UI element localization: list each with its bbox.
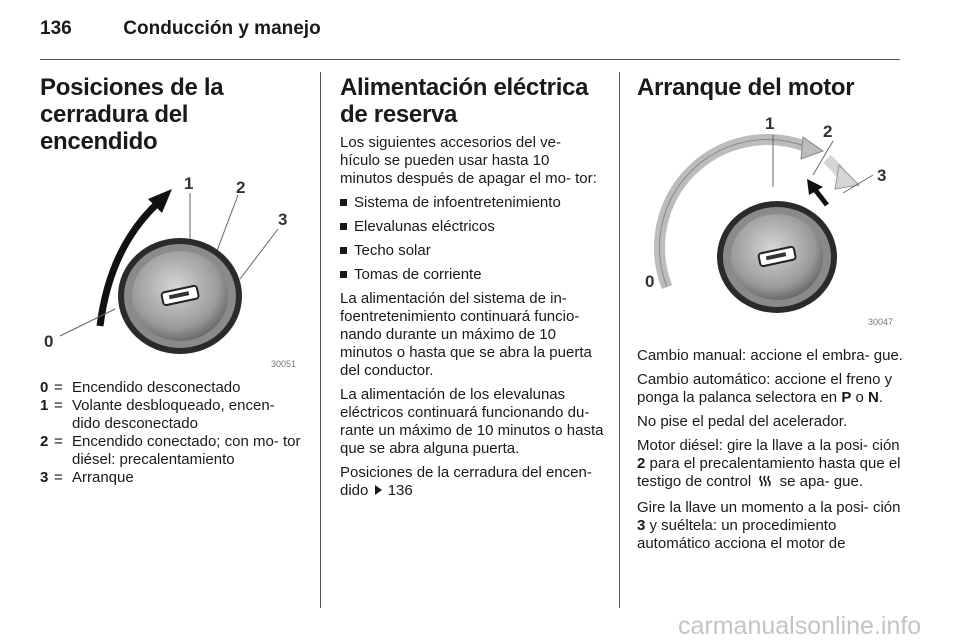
bullet-icon	[340, 223, 347, 230]
heading-ignition-positions: Posiciones de la cerradura del encendido	[40, 74, 224, 155]
ignition-lock-figure	[40, 161, 302, 373]
bullet-icon	[340, 247, 347, 254]
crank-step: Gire la llave un momento a la posi- ción 3 y suéltela: un procedimiento automático acciona el motor de	[637, 499, 901, 552]
position-label-3: 3	[278, 210, 288, 229]
manual-transmission-step: Cambio manual: accione el embra- gue.	[637, 347, 903, 364]
page-number: 136	[40, 18, 72, 39]
engine-start-illustration	[637, 107, 899, 331]
bullet-icon	[340, 199, 347, 206]
page-header	[40, 18, 321, 40]
page-reference: 136	[387, 482, 413, 499]
position-label-2: 2	[823, 122, 833, 141]
cross-reference[interactable]: Posiciones de la cerradura del encen- dido 136	[340, 464, 592, 499]
glow-plug-icon	[757, 474, 773, 493]
legend-row: 3 = Arranque	[40, 469, 134, 486]
accessory-list	[340, 194, 604, 284]
position-label-0: 0	[645, 272, 655, 291]
position-label-3: 3	[877, 166, 887, 185]
figure-number: 30051	[270, 359, 296, 369]
section-title: Conducción y manejo	[123, 18, 321, 39]
diesel-preheat-step: Motor diésel: gire la llave a la posi- ción 2 para el precalentamiento hasta que el testigo de control se apa- gue.	[637, 437, 903, 493]
figure-number: 30047	[867, 317, 893, 327]
ignition-lock-illustration	[40, 161, 302, 373]
bullet-icon	[340, 271, 347, 278]
position-label-0: 0	[44, 332, 54, 351]
arrow-right-icon	[375, 485, 382, 495]
heading-engine-start: Arranque del motor	[637, 74, 855, 101]
column-engine-start	[637, 74, 903, 559]
automatic-transmission-step: Cambio automático: accione el freno y ponga la palanca selectora en P o N.	[637, 371, 893, 406]
position-label-2: 2	[236, 178, 246, 197]
column-divider	[619, 72, 620, 608]
list-item: Sistema de infoentretenimiento	[340, 194, 604, 212]
column-reserve-power	[340, 74, 604, 506]
list-item: Techo solar	[340, 242, 604, 260]
list-item: Elevalunas eléctricos	[340, 218, 604, 236]
position-label-1: 1	[184, 174, 194, 193]
engine-start-figure	[637, 107, 899, 331]
header-rule	[40, 59, 900, 60]
legend-row: 0 = Encendido desconectado	[40, 379, 241, 396]
heading-reserve-power: Alimentación eléctrica de reserva	[340, 74, 589, 128]
legend-row: 2 = Encendido conectado; con mo- tor diésel: precalentamiento	[40, 433, 301, 468]
accelerator-step: No pise el pedal del acelerador.	[637, 413, 848, 430]
legend-row: 1 = Volante desbloqueado, encen- dido desconectado	[40, 397, 275, 432]
watermark: carmanualsonline.info	[678, 612, 922, 640]
reserve-power-intro: Los siguientes accesorios del ve- hículo se pueden usar hasta 10 minutos después de apagar el mo- tor:	[340, 134, 597, 187]
column-ignition-positions	[40, 74, 304, 487]
position-label-1: 1	[765, 114, 775, 133]
windows-paragraph: La alimentación de los elevalunas eléctricos continuará funcionando du- rante un máximo de 10 minutos o hasta que se abra alguna puerta.	[340, 386, 604, 457]
list-item: Tomas de corriente	[340, 266, 604, 284]
column-divider	[320, 72, 321, 608]
infotainment-paragraph: La alimentación del sistema de in- foentretenimiento continuará funcio- nando durante un máximo de 10 minutos o hasta que se abra la puerta del conductor.	[340, 290, 592, 379]
figure-legend	[40, 379, 304, 487]
